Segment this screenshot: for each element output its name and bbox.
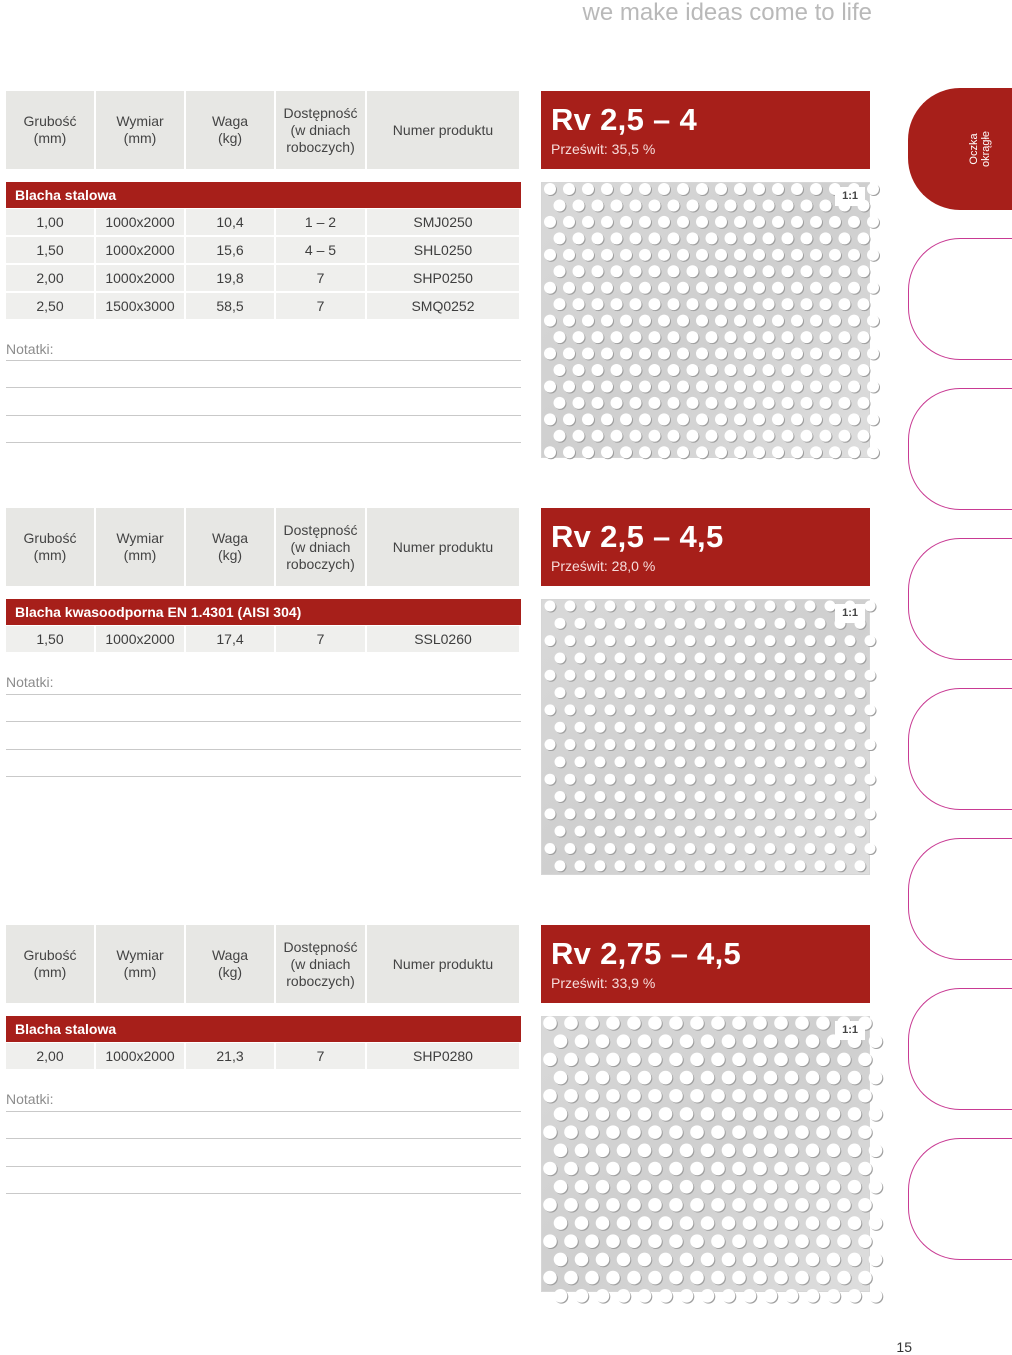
perforated-sheet-sample bbox=[541, 599, 870, 875]
spec-title-box bbox=[541, 508, 870, 586]
spec-subtitle: Prześwit: 33,9 % bbox=[551, 975, 656, 991]
header-wymiar: Wymiar (mm) bbox=[96, 508, 184, 586]
header-waga: Waga (kg) bbox=[186, 925, 274, 1003]
header-wymiar: Wymiar (mm) bbox=[96, 925, 184, 1003]
header-grubosc: Grubość (mm) bbox=[6, 925, 94, 1003]
tab-category-3[interactable] bbox=[908, 388, 1012, 510]
note-line bbox=[6, 749, 521, 750]
header-dostepnosc: Dostępność (w dniach roboczych) bbox=[276, 925, 365, 1003]
cell-numer: SMQ0252 bbox=[367, 293, 519, 319]
cell-dostepnosc: 7 bbox=[276, 293, 365, 319]
header-dostepnosc: Dostępność (w dniach roboczych) bbox=[276, 91, 365, 169]
cell-wymiar: 1000x2000 bbox=[96, 265, 184, 291]
header-grubosc: Grubość (mm) bbox=[6, 508, 94, 586]
header-grubosc: Grubość (mm) bbox=[6, 91, 94, 169]
tab-category-7[interactable] bbox=[908, 988, 1012, 1110]
cell-waga: 19,8 bbox=[186, 265, 274, 291]
table-header bbox=[6, 508, 521, 586]
perforated-sheet-sample bbox=[541, 182, 870, 458]
cell-wymiar: 1500x3000 bbox=[96, 293, 184, 319]
header-waga: Waga (kg) bbox=[186, 91, 274, 169]
table-row bbox=[6, 237, 521, 263]
category-tabs bbox=[908, 88, 992, 1328]
scale-badge: 1:1 bbox=[835, 604, 865, 623]
cell-dostepnosc: 7 bbox=[276, 1043, 365, 1069]
tab-label: Oczka okrągłe bbox=[967, 130, 992, 168]
cell-numer: SHP0250 bbox=[367, 265, 519, 291]
note-line bbox=[6, 1166, 521, 1167]
cell-dostepnosc: 1 – 2 bbox=[276, 209, 365, 235]
tab-category-8[interactable] bbox=[908, 1138, 1012, 1260]
material-bar: Blacha stalowa bbox=[6, 1016, 521, 1042]
cell-waga: 17,4 bbox=[186, 626, 274, 652]
spec-subtitle: Prześwit: 35,5 % bbox=[551, 141, 656, 157]
cell-numer: SSL0260 bbox=[367, 626, 519, 652]
header-numer: Numer produktu bbox=[367, 508, 519, 586]
table-row bbox=[6, 265, 521, 291]
note-line bbox=[6, 721, 521, 722]
note-line bbox=[6, 1138, 521, 1139]
spec-title: Rv 2,75 – 4,5 bbox=[551, 936, 742, 971]
cell-numer: SHP0280 bbox=[367, 1043, 519, 1069]
note-line bbox=[6, 694, 521, 695]
cell-wymiar: 1000x2000 bbox=[96, 209, 184, 235]
table-header bbox=[6, 91, 521, 169]
product-section-2 bbox=[0, 508, 960, 878]
cell-wymiar: 1000x2000 bbox=[96, 1043, 184, 1069]
spec-title: Rv 2,5 – 4 bbox=[551, 102, 698, 137]
header-wymiar: Wymiar (mm) bbox=[96, 91, 184, 169]
table-row bbox=[6, 626, 521, 652]
spec-subtitle: Prześwit: 28,0 % bbox=[551, 558, 656, 574]
cell-numer: SHL0250 bbox=[367, 237, 519, 263]
cell-waga: 15,6 bbox=[186, 237, 274, 263]
cell-waga: 21,3 bbox=[186, 1043, 274, 1069]
cell-grubosc: 2,00 bbox=[6, 265, 94, 291]
tagline: we make ideas come to life bbox=[582, 0, 872, 26]
cell-dostepnosc: 7 bbox=[276, 265, 365, 291]
note-line bbox=[6, 1193, 521, 1194]
spec-title-box bbox=[541, 91, 870, 169]
table-row bbox=[6, 209, 521, 235]
notes-label: Notatki: bbox=[6, 1091, 54, 1107]
cell-grubosc: 1,00 bbox=[6, 209, 94, 235]
scale-badge: 1:1 bbox=[835, 187, 865, 206]
tab-category-5[interactable] bbox=[908, 688, 1012, 810]
scale-badge: 1:1 bbox=[835, 1021, 865, 1040]
note-line bbox=[6, 442, 521, 443]
header-numer: Numer produktu bbox=[367, 925, 519, 1003]
cell-dostepnosc: 7 bbox=[276, 626, 365, 652]
product-section-1 bbox=[0, 91, 960, 471]
perforated-sheet-sample bbox=[541, 1016, 870, 1292]
spec-title-box bbox=[541, 925, 870, 1003]
note-line bbox=[6, 776, 521, 777]
notes-label: Notatki: bbox=[6, 674, 54, 690]
notes-label: Notatki: bbox=[6, 341, 54, 357]
cell-numer: SMJ0250 bbox=[367, 209, 519, 235]
page-number: 15 bbox=[896, 1339, 912, 1355]
cell-dostepnosc: 4 – 5 bbox=[276, 237, 365, 263]
table-row bbox=[6, 1043, 521, 1069]
cell-waga: 10,4 bbox=[186, 209, 274, 235]
cell-grubosc: 2,00 bbox=[6, 1043, 94, 1069]
header-numer: Numer produktu bbox=[367, 91, 519, 169]
cell-grubosc: 1,50 bbox=[6, 626, 94, 652]
material-bar: Blacha stalowa bbox=[6, 182, 521, 208]
cell-waga: 58,5 bbox=[186, 293, 274, 319]
table-header bbox=[6, 925, 521, 1003]
cell-grubosc: 1,50 bbox=[6, 237, 94, 263]
cell-wymiar: 1000x2000 bbox=[96, 237, 184, 263]
note-line bbox=[6, 415, 521, 416]
tab-oczka-okragle[interactable] bbox=[908, 88, 1012, 210]
header-dostepnosc: Dostępność (w dniach roboczych) bbox=[276, 508, 365, 586]
note-line bbox=[6, 1111, 521, 1112]
cell-grubosc: 2,50 bbox=[6, 293, 94, 319]
tab-category-6[interactable] bbox=[908, 838, 1012, 960]
product-section-3 bbox=[0, 925, 960, 1295]
header-waga: Waga (kg) bbox=[186, 508, 274, 586]
tab-category-4[interactable] bbox=[908, 538, 1012, 660]
table-row bbox=[6, 293, 521, 319]
material-bar: Blacha kwasoodporna EN 1.4301 (AISI 304) bbox=[6, 599, 521, 625]
spec-title: Rv 2,5 – 4,5 bbox=[551, 519, 724, 554]
tab-category-2[interactable] bbox=[908, 238, 1012, 360]
cell-wymiar: 1000x2000 bbox=[96, 626, 184, 652]
note-line bbox=[6, 360, 521, 361]
note-line bbox=[6, 387, 521, 388]
